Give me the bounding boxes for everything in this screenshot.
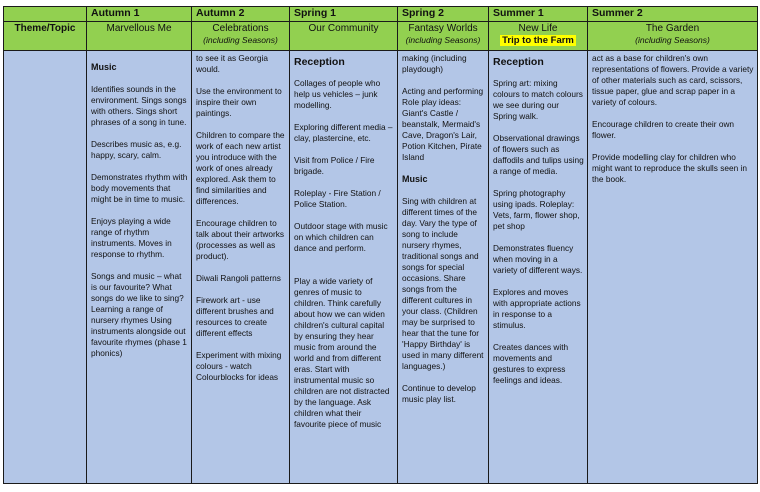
content-summer-1	[489, 51, 588, 484]
header-autumn-1: Autumn 1	[87, 7, 192, 22]
theme-label	[4, 22, 87, 51]
theme-spring-2-text: Fantasy Worlds	[408, 23, 478, 34]
spring-2-p4: Continue to develop music play list.	[402, 383, 476, 404]
theme-spring-2	[398, 22, 489, 51]
content-spring-2	[398, 51, 489, 484]
theme-summer-1	[489, 22, 588, 51]
summer-1-p1: Spring art: mixing colours to match colours we see during our Spring walk.	[493, 78, 583, 121]
summer-2-text	[588, 51, 757, 483]
content-row	[4, 51, 758, 484]
content-summer-2	[588, 51, 758, 484]
content-theme-blank	[4, 51, 87, 484]
theme-autumn-1-text: Marvellous Me	[106, 23, 172, 34]
header-autumn-2: Autumn 2	[192, 7, 290, 22]
theme-autumn-1	[87, 22, 192, 51]
autumn-1-p1: Identifies sounds in the environment. Sings songs with others. Sings short phrases of a song in tune.	[91, 84, 187, 127]
spring-2-p3: Sing with children at different times of the day. Vary the type of song to include nursery rhymes, traditional songs and songs for special occasions. Share songs from the different cultures in your class. (Children may be surprised to hear that the tune for 'Happy Birthday' is used in many different languages.)	[402, 196, 484, 371]
autumn-1-p2: Describes music as, e.g. happy, scary, calm.	[91, 139, 182, 160]
theme-spring-1-text: Our Community	[308, 23, 379, 34]
autumn-2-p4: Encourage children to talk about their artworks (processes as well as product).	[196, 218, 285, 261]
content-autumn-2	[192, 51, 290, 484]
spring-1-heading: Reception	[294, 56, 345, 68]
summer-1-text	[489, 51, 587, 483]
header-row	[4, 7, 758, 22]
theme-spring-1	[290, 22, 398, 51]
spring-1-p3: Visit from Police / Fire brigade.	[294, 155, 375, 176]
theme-label-text: Theme/Topic	[14, 23, 76, 34]
autumn-1-p5: Songs and music – what is our favourite? What songs do we like to sing? Learning a range of nursery rhymes Using instruments alongside out favourite rhymes (phase 1 phonics)	[91, 271, 187, 358]
autumn-2-p7: Experiment with mixing colours - watch Colourblocks for ideas	[196, 350, 282, 382]
spring-2-heading: Music	[402, 174, 428, 184]
autumn-1-heading: Music	[91, 62, 117, 72]
spring-2-text	[398, 51, 488, 483]
theme-summer-2-sub: (including Seasons)	[635, 35, 710, 45]
summer-1-p6: Creates dances with movements and gestures to express feelings and ideas.	[493, 342, 569, 385]
theme-summer-2	[588, 22, 758, 51]
summer-1-heading: Reception	[493, 56, 544, 68]
header-blank	[4, 7, 87, 22]
summer-1-p3: Spring photography using ipads. Roleplay: Vets, farm, flower shop, pet shop	[493, 188, 580, 231]
spring-2-p2: Acting and performing Role play ideas: Giant's Castle / beanstalk, Mermaid's Cave, Dragon's Lair, Potion Kitchen, Pirate Island	[402, 86, 484, 162]
spring-1-p6: Play a wide variety of genres of music to children. Think carefully about how we can widen children's cultural capital by ensuring they hear music from around the world and from different eras. Start with instrumental music so children are not distracted by the language. Ask children what their favourite piece of music	[294, 276, 390, 429]
summer-1-p4: Demonstrates fluency when moving in a variety of different ways.	[493, 243, 583, 275]
autumn-1-text	[87, 51, 191, 483]
autumn-2-p5: Diwali Rangoli patterns	[196, 273, 281, 283]
autumn-2-p2: Use the environment to inspire their own paintings.	[196, 86, 282, 118]
summer-2-p1: act as a base for children's own representations of flowers. Provide a variety of other materials such as card, scissors, tissue paper, glue and scrap paper in a variety of colours.	[592, 53, 754, 107]
summer-2-p3: Provide modelling clay for children who might want to reproduce the skulls seen in the book.	[592, 152, 747, 184]
spring-1-p2: Exploring different media – clay, plastercine, etc.	[294, 122, 393, 143]
autumn-2-p3: Children to compare the work of each new artist you introduce with the work of ones already explored. Ask them to find similarities and differences.	[196, 130, 285, 206]
autumn-2-p6: Firework art - use different brushes and resources to create different effects	[196, 295, 274, 338]
theme-summer-2-text: The Garden	[645, 23, 700, 34]
trip-highlight: Trip to the Farm	[502, 35, 574, 46]
header-spring-1: Spring 1	[290, 7, 398, 22]
autumn-1-p3: Demonstrates rhythm with body movements that might be in time to music.	[91, 172, 188, 204]
header-spring-2: Spring 2	[398, 7, 489, 22]
spring-1-p4: Roleplay - Fire Station / Police Station.	[294, 188, 381, 209]
theme-summer-1-text: New Life	[518, 23, 558, 34]
autumn-2-p1: to see it as Georgia would.	[196, 53, 268, 74]
curriculum-table	[3, 6, 758, 484]
spring-1-p5: Outdoor stage with music on which children can dance and perform.	[294, 221, 388, 253]
summer-1-p5: Explores and moves with appropriate actions in response to a stimulus.	[493, 287, 581, 330]
header-summer-2: Summer 2	[588, 7, 758, 22]
spring-1-p1: Collages of people who help us vehicles – junk modelling.	[294, 78, 381, 110]
content-spring-1	[290, 51, 398, 484]
theme-autumn-2	[192, 22, 290, 51]
spring-2-p1: making (including playdough)	[402, 53, 467, 74]
theme-autumn-2-sub: (including Seasons)	[203, 35, 278, 45]
summer-2-p2: Encourage children to create their own flower.	[592, 119, 735, 140]
autumn-1-p4: Enjoys playing a wide range of rhythm instruments. Moves in response to rhythm.	[91, 216, 172, 259]
theme-autumn-2-text: Celebrations	[212, 23, 269, 34]
theme-row	[4, 22, 758, 51]
curriculum-table-wrapper	[3, 6, 757, 485]
theme-spring-2-sub: (including Seasons)	[405, 35, 481, 45]
content-autumn-1	[87, 51, 192, 484]
autumn-2-text	[192, 51, 289, 483]
spring-1-text	[290, 51, 397, 483]
summer-1-p2: Observational drawings of flowers such as daffodils and tulips using a range of media.	[493, 133, 584, 176]
header-summer-1: Summer 1	[489, 7, 588, 22]
